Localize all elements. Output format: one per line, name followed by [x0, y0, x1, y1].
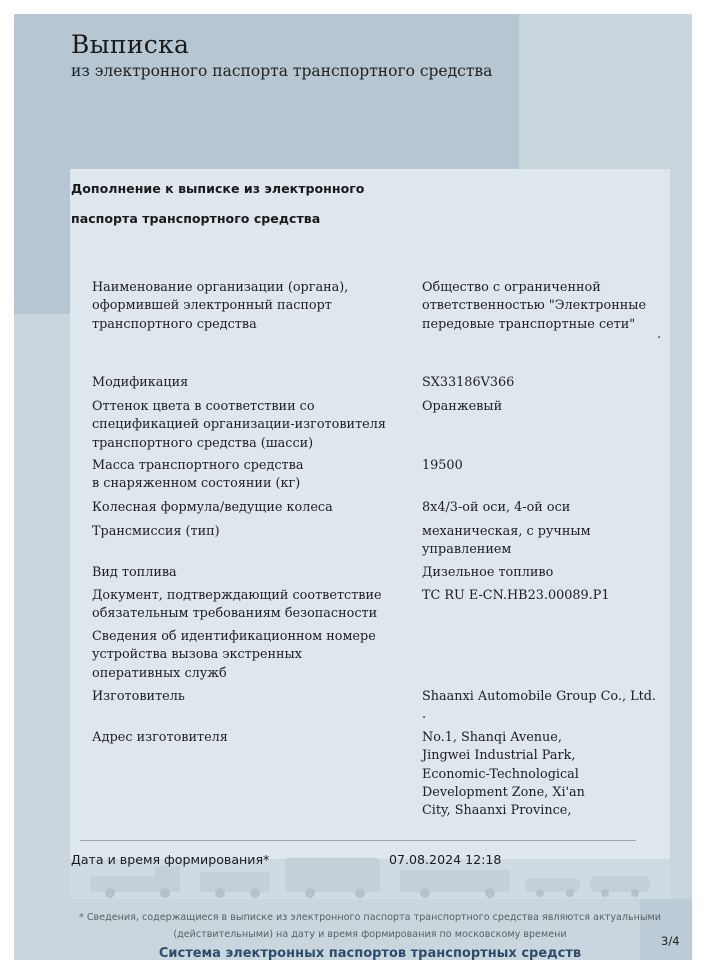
field-label-manufacturer-address: Адрес изготовителя	[92, 730, 228, 745]
field-value-color: Оранжевый	[422, 399, 503, 414]
trailing-dot: .	[657, 327, 662, 342]
field-value-wheel-formula: 8x4/3-ой оси, 4-ой оси	[422, 500, 571, 515]
field-value-fuel: Дизельное топливо	[422, 565, 554, 580]
field-label-fuel: Вид топлива	[92, 565, 177, 580]
field-label-emergency-id: Сведения об идентификационном номере устройства вызова экстренных оперативных служб	[92, 629, 376, 681]
generated-datetime-label: Дата и время формирования*	[71, 852, 270, 867]
field-value-manufacturer: Shaanxi Automobile Group Co., Ltd. .	[422, 689, 656, 723]
field-label-manufacturer: Изготовитель	[92, 689, 185, 704]
field-label-color: Оттенок цвета в соответствии со спецификацией организации-изготовителя транспортного средства (шасси)	[92, 399, 386, 451]
field-label-mass: Масса транспортного средства в снаряженном состоянии (кг)	[92, 458, 304, 492]
field-label-modification: Модификация	[92, 375, 189, 390]
divider-line	[80, 840, 636, 841]
section-title: Дополнение к выписке из электронного паспорта транспортного средства	[71, 181, 365, 226]
field-label-transmission: Трансмиссия (тип)	[92, 524, 220, 539]
document-subtitle: из электронного паспорта транспортного средства	[71, 62, 493, 80]
field-value-organization: Общество с ограниченной ответственностью "Электронные передовые транспортные сети"	[422, 280, 647, 332]
field-label-safety-document: Документ, подтверждающий соответствие обязательным требованиям безопасности	[92, 588, 382, 622]
generated-datetime-value: 07.08.2024 12:18	[389, 852, 502, 867]
field-label-wheel-formula: Колесная формула/ведущие колеса	[92, 500, 333, 515]
document-page	[14, 14, 692, 960]
page-number: 3/4	[661, 934, 680, 948]
left-band	[14, 169, 70, 314]
field-value-manufacturer-address: No.1, Shanqi Avenue, Jingwei Industrial Park, Economic-Technological Development Zone, Xi'an City, Shaanxi Province,	[422, 730, 585, 819]
document-title: Выписка	[71, 30, 190, 59]
system-name: Система электронных паспортов транспортных средств	[158, 946, 582, 960]
field-value-transmission: механическая, с ручным управлением	[422, 524, 591, 558]
field-value-safety-document: TC RU E-CN.HB23.00089.P1	[422, 588, 610, 603]
field-value-mass: 19500	[422, 458, 463, 473]
field-label-organization: Наименование организации (органа), оформившей электронный паспорт транспортного средства	[92, 280, 349, 332]
footnote: * Сведения, содержащиеся в выписке из электронного паспорта транспортного средства являются актуальными (действительными) на дату и время формирования по московскому времени	[78, 912, 661, 940]
field-value-modification: SX33186V366	[422, 375, 515, 390]
